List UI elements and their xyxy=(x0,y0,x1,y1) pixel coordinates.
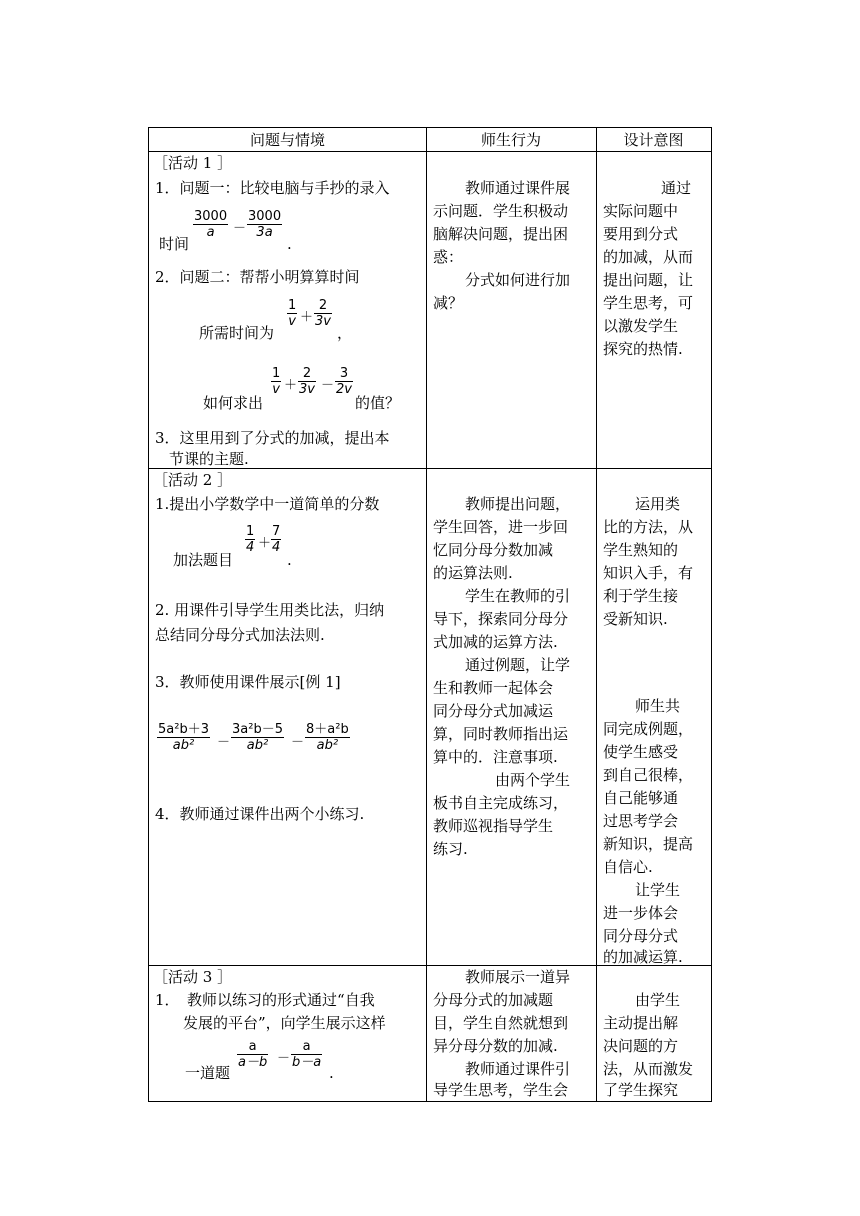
activity-3-label: ［活动 3 ］ xyxy=(153,968,233,986)
row2-behavior-cell: 教师提出问题， 学生回答，进一步回 忆同分母分数加减 的运算法则. 学生在教师的引 导下，探索同分母分 式加减的运算方法. 通过例题，让学 生和教师一起体会 同分母分式加减运 算，同时教师指出运 算中的．注意事项. 由两个学生 板书自主完成练习， 教师巡视指导学生 练习. xyxy=(433,495,571,858)
header-intent: 设计意图 xyxy=(623,131,684,149)
row3-intent-cell: 由学生 主动提出解 决问题的方 法，从而激发 了学生探究 xyxy=(603,991,694,1099)
header-problem: 问题与情境 xyxy=(249,131,325,149)
row1-behavior-cell: 教师通过课件展 示问题．学生积极动 脑解决问题，提出困 惑： 分式如何进行加 减？ xyxy=(433,179,571,312)
header-behavior: 师生行为 xyxy=(480,131,541,149)
row1-intent-cell: 通过 实际问题中 要用到分式 的加减，从而 提出问题，让 学生思考，可 以激发学生 探究的热情. xyxy=(603,179,694,358)
lesson-plan-table xyxy=(148,127,712,1102)
fraction: 1 4 xyxy=(246,524,255,555)
fraction: 8＋a²b ab² xyxy=(306,722,349,753)
fraction: 1 v xyxy=(272,366,281,397)
activity-2-label: ［活动 2 ］ xyxy=(153,471,233,489)
fraction: 1 v xyxy=(288,298,297,329)
fraction: 3000 3a xyxy=(248,209,282,240)
fraction: 3 2v xyxy=(336,366,352,397)
row3-behavior-cell: 教师展示一道异 分母分式的加减题 目，学生自然就想到 异分母分数的加减. 教师通过课件引 导学生思考，学生会 xyxy=(433,968,571,1099)
question-2-text: 2．问题二：帮帮小明算算时间 xyxy=(155,268,360,286)
question-1-text: 1．问题一：比较电脑与手抄的录入 xyxy=(155,179,390,197)
fraction: 7 4 xyxy=(272,524,281,555)
fraction: 3000 a xyxy=(194,209,228,240)
row3-problem-cell: ［活动 3 ］ 1． 教师以练习的形式通过“自我 发展的平台”，向学生展示这样 a a－b － a b－a 一道题 . xyxy=(153,968,386,1082)
row2-intent-cell: 运用类 比的方法，从 学生熟知的 知识入手，有 利于学生接 受新知识. 师生共 同完成例题， 使学生感受 到自己很棒， 自己能够通 过思考学会 新知识，提高 自信心. 让学生 进一步体会 同分母分式 的加减运算. xyxy=(603,495,694,966)
question-3-text: 3．这里用到了分式的加减，提出本 xyxy=(155,429,390,447)
row1-problem-cell: ［活动 1 ］ 1．问题一：比较电脑与手抄的录入 3000 a － 3000 3a 时间 . 2．问题二：帮帮小明算算时间 1 v ＋ 2 3v 所需时间为 ， 1 v ＋ 2 3v － 3 2v 如何求出 的值？ 3．这里用到了分式的加减，提出本 节课的主题. xyxy=(153,154,401,468)
fraction: a a－b xyxy=(238,1039,268,1070)
fraction: a b－a xyxy=(292,1039,322,1070)
fraction: 2 3v xyxy=(315,298,331,329)
fraction: 3a²b－5 ab² xyxy=(232,722,283,753)
activity-1-label: ［活动 1 ］ xyxy=(153,154,233,172)
row2-problem-cell: ［活动 2 ］ 1.提出小学数学中一道简单的分数 1 4 ＋ 7 4 加法题目 . 2. 用课件引导学生用类比法，归纳 总结同分母分式加法法则. 3．教师使用课件展示[例 1] 5a²b＋3 ab² － 3a²b－5 ab² － 8＋a²b ab² 4．教师通过课件出两个小练习. xyxy=(153,471,385,823)
fraction: 5a²b＋3 ab² xyxy=(158,722,209,753)
fraction: 2 3v xyxy=(299,366,315,397)
